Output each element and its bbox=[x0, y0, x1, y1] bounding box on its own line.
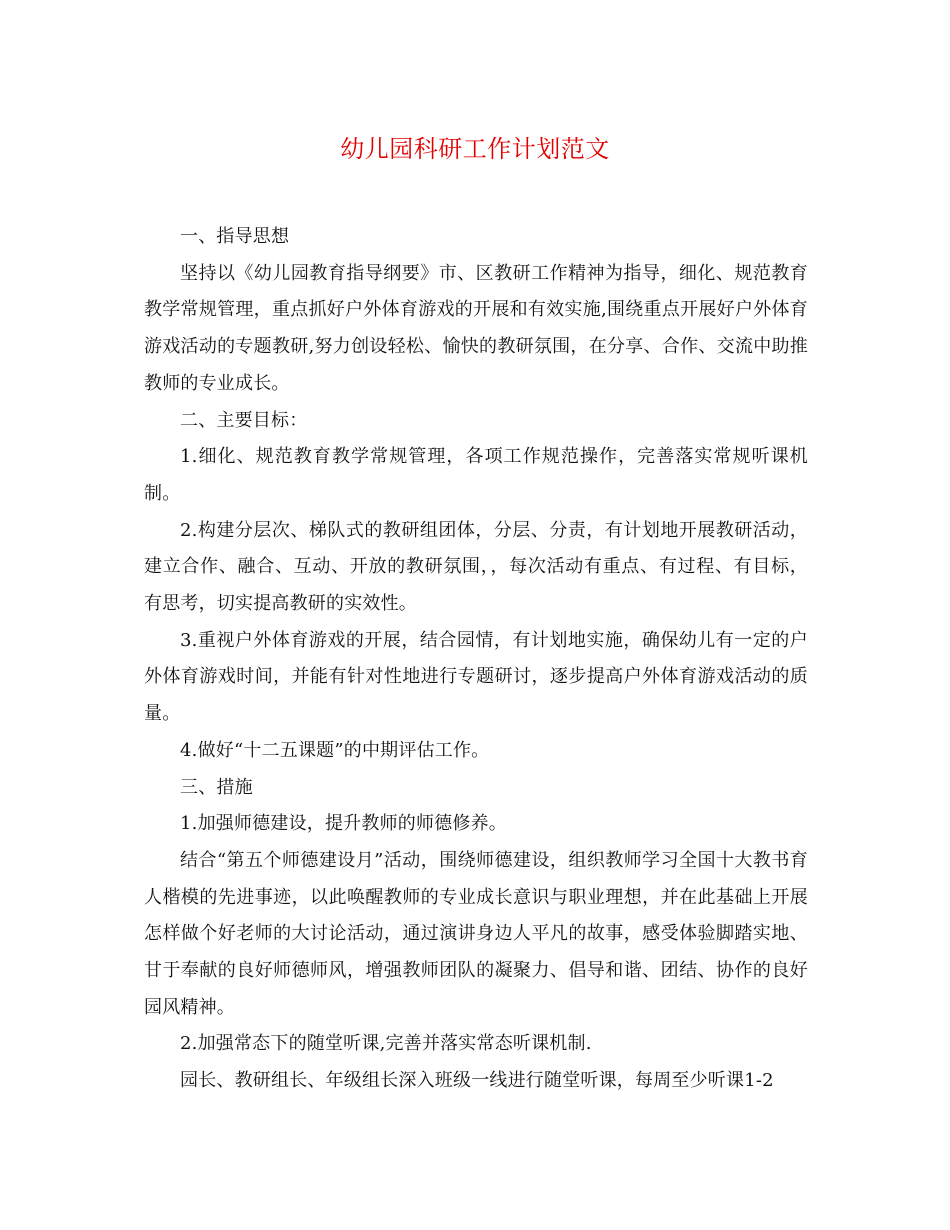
paragraph-guiding-thought: 坚持以《幼儿园教育指导纲要》市、区教研工作精神为指导，细化、规范教育教学常规管理，重点抓好户外体育游戏的开展和有效实施,围绕重点开展好户外体育游戏活动的专题教研,努力创设轻松、愉快的教研氛围，在分享、合作、交流中助推教师的专业成长。 bbox=[144, 262, 808, 394]
document-body bbox=[144, 219, 808, 1100]
goal-item-2: 2.构建分层次、梯队式的教研组团体，分层、分责，有计划地开展教研活动，建立合作、融合、互动、开放的教研氛围，，每次活动有重点、有过程、有目标，有思考，切实提高教研的实效性。 bbox=[144, 519, 808, 615]
goal-item-1: 1.细化、规范教育教学常规管理，各项工作规范操作，完善落实常规听课机制。 bbox=[144, 446, 808, 504]
paragraph-teacher-ethics: 结合“第五个师德建设月”活动，围绕师德建设，组织教师学习全国十大教书育人楷模的先进事迹，以此唤醒教师的专业成长意识与职业理想，并在此基础上开展怎样做个好老师的大讨论活动，通过演讲身边人平凡的故事，感受体验脚踏实地、甘于奉献的良好师德师风，增强教师团队的凝聚力、倡导和谐、团结、协作的良好园风精神。 bbox=[144, 849, 808, 1018]
section-heading-guiding-thought: 一、指导思想 bbox=[180, 226, 290, 247]
goal-item-3: 3.重视户外体育游戏的开展，结合园情，有计划地实施，确保幼儿有一定的户外体育游戏时间，并能有针对性地进行专题研讨，逐步提高户外体育游戏活动的质量。 bbox=[144, 629, 808, 725]
paragraph-class-observation: 园长、教研组长、年级组长深入班级一线进行随堂听课，每周至少听课1-2 bbox=[180, 1070, 774, 1092]
measure-item-2: 2.加强常态下的随堂听课,完善并落实常态听课机制. bbox=[180, 1033, 592, 1055]
section-heading-measures: 三、措施 bbox=[180, 776, 253, 798]
document-title: 幼儿园科研工作计划范文 bbox=[340, 135, 610, 163]
measure-item-1: 1.加强师德建设，提升教师的师德修养。 bbox=[180, 813, 507, 835]
goal-item-4: 4.做好“十二五课题”的中期评估工作。 bbox=[180, 739, 490, 761]
section-heading-main-goals: 二、主要目标： bbox=[180, 409, 308, 431]
